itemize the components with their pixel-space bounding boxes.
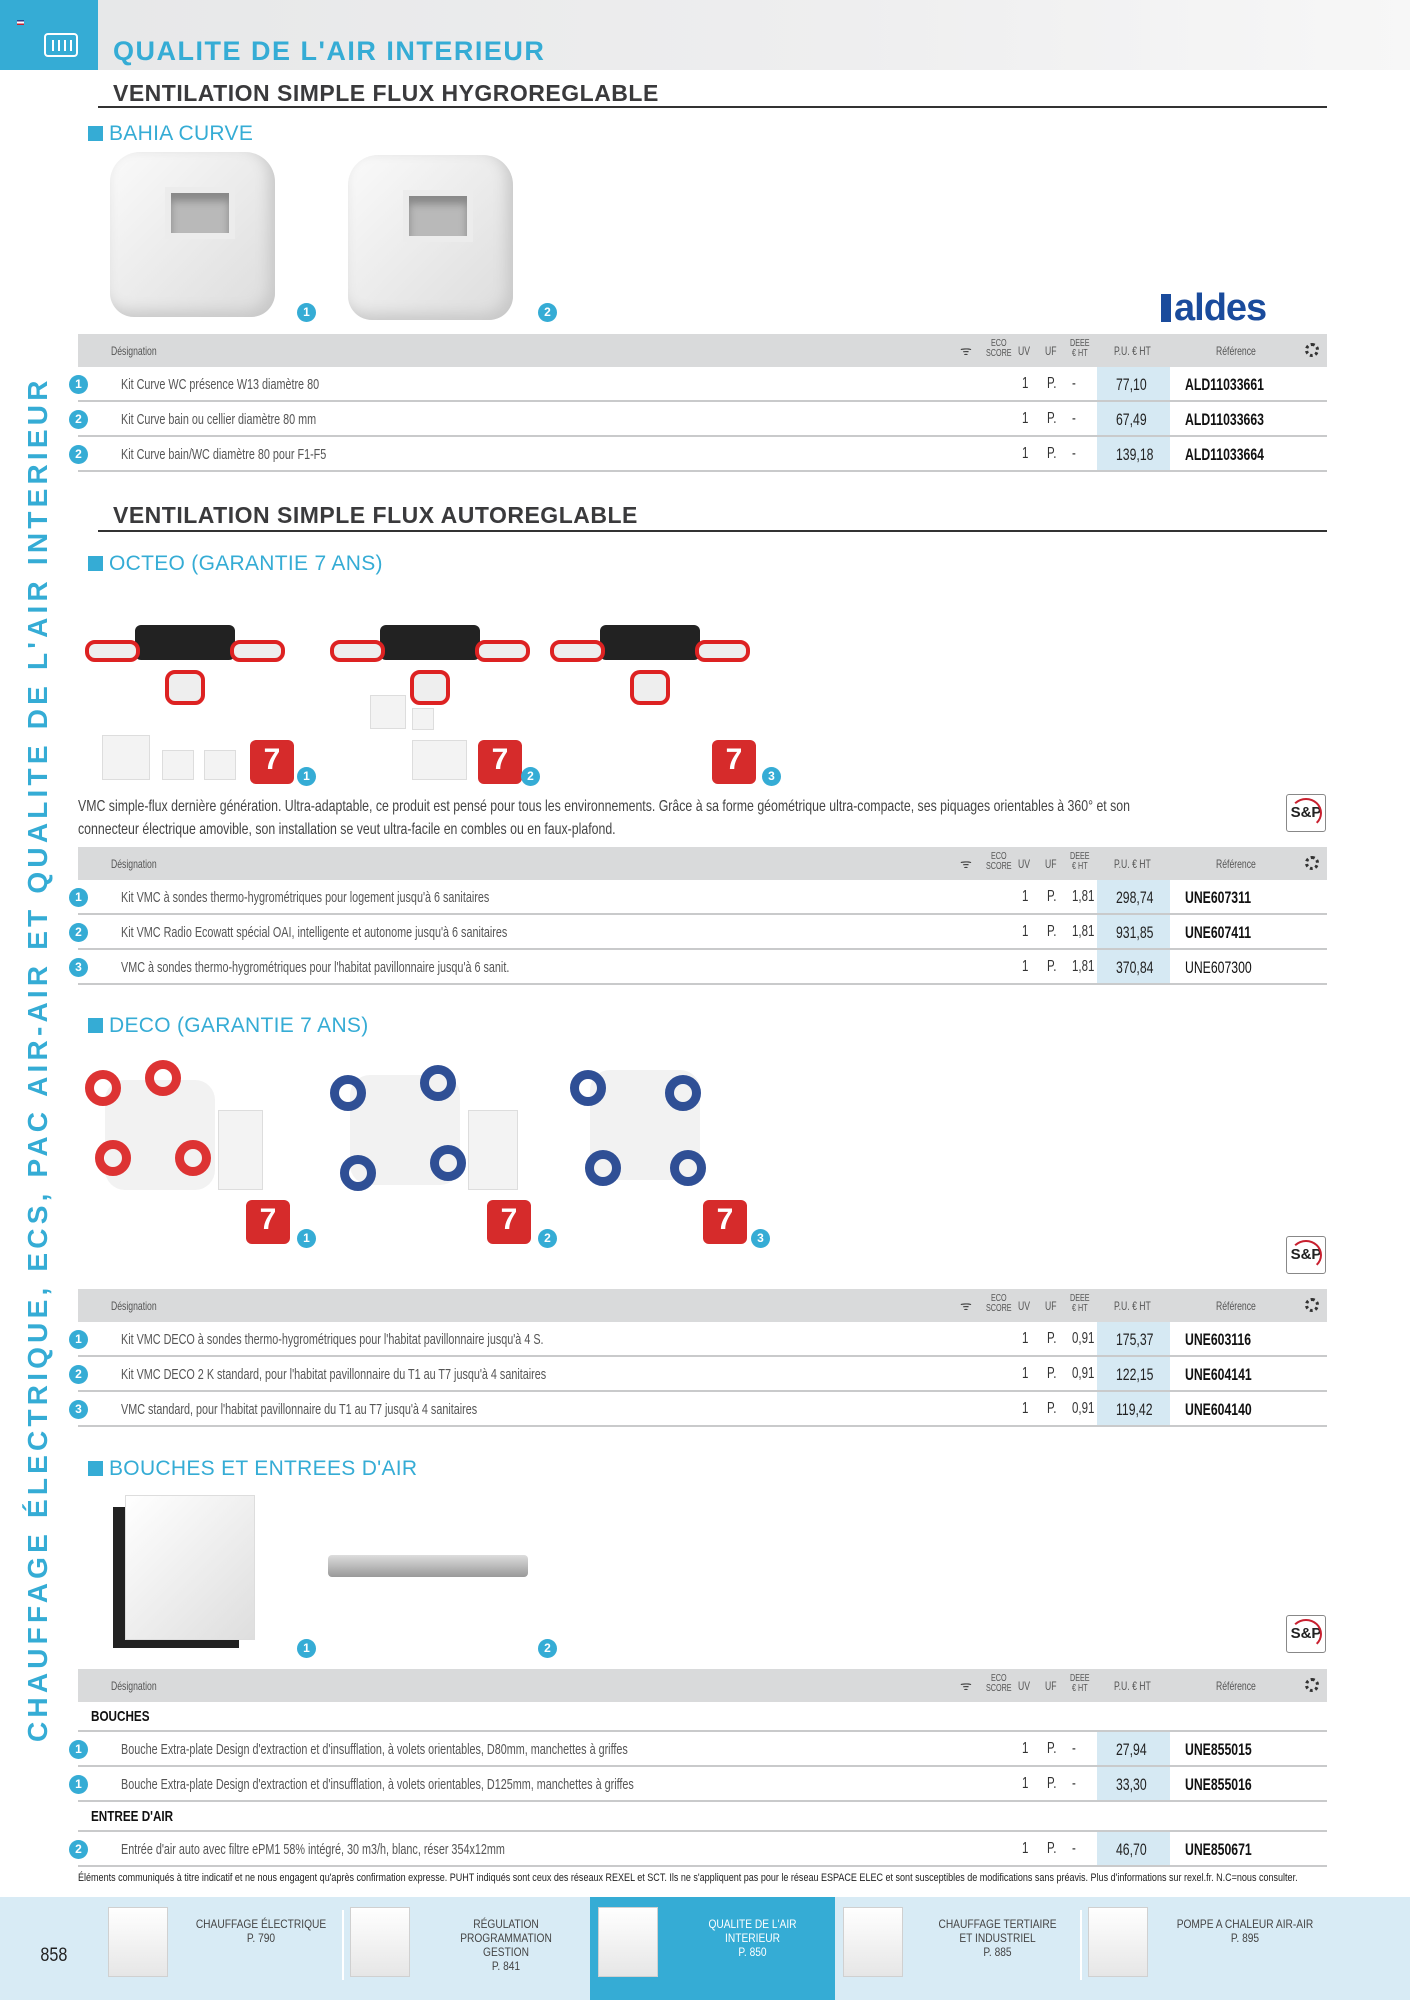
col-deee-line: € HT: [1072, 1303, 1088, 1314]
nav-label-line: GESTION: [483, 1945, 529, 1959]
nav-item[interactable]: [1080, 1897, 1330, 2000]
flag-icon: [17, 20, 24, 25]
reference[interactable]: UNE603116: [1185, 1330, 1252, 1349]
nav-item[interactable]: [835, 1897, 1080, 2000]
unit-price: 139,18: [1116, 445, 1154, 464]
uv: 1: [1022, 1330, 1029, 1347]
divider: [98, 530, 1327, 532]
uv: 1: [1022, 1740, 1029, 1757]
product-table: [75, 334, 1327, 472]
uv: 1: [1022, 1400, 1029, 1417]
nav-label-line: P. 895: [1230, 1931, 1260, 1945]
page-number: 858: [40, 1945, 68, 1966]
col-eco-line: SCORE: [986, 348, 1012, 359]
uf: P.: [1047, 410, 1057, 427]
reference[interactable]: UNE607300: [1185, 958, 1252, 977]
deee: 1,81: [1072, 958, 1095, 975]
designation: Kit VMC DECO 2 K standard, pour l'habitat pavillonnaire du T1 au T7 jusqu'à 4 sanitaires: [121, 1366, 547, 1383]
image-badge: 1: [297, 303, 316, 322]
row-number-badge: 2: [69, 1365, 88, 1384]
col-deee-line: DEEE: [1070, 338, 1090, 349]
sp-brand-logo: S&P: [1286, 1615, 1326, 1653]
product-table: [75, 1289, 1327, 1427]
nav-item-thumbnail: [843, 1907, 903, 1977]
uv: 1: [1022, 888, 1029, 905]
guarantee-7-years-icon: 7: [478, 740, 522, 784]
product-title: BOUCHES ET ENTREES D'AIR: [88, 1457, 417, 1481]
accessory-image: [468, 1110, 518, 1190]
nav-label-line: P. 850: [738, 1945, 767, 1959]
designation: Kit Curve WC présence W13 diamètre 80: [121, 376, 320, 393]
deee: 0,91: [1072, 1365, 1095, 1382]
reference[interactable]: UNE604141: [1185, 1365, 1252, 1384]
col-eco-line: SCORE: [986, 861, 1012, 872]
recycle-icon: [1305, 856, 1319, 870]
deee: 1,81: [1072, 888, 1095, 905]
table-row[interactable]: [75, 880, 1327, 915]
col-eco-line: ECO: [990, 1293, 1007, 1304]
row-number-badge: 1: [69, 1775, 88, 1794]
nav-item[interactable]: [590, 1897, 835, 2000]
unit-price: 931,85: [1116, 923, 1154, 942]
table-row[interactable]: [75, 1357, 1327, 1392]
nav-label-line: CHAUFFAGE TERTIAIRE: [938, 1917, 1057, 1931]
nav-label-line: QUALITE DE L'AIR INTERIEUR: [708, 1917, 797, 1945]
category-tab: [0, 0, 98, 70]
image-badge: 1: [297, 767, 316, 786]
col-reference: Référence: [1216, 344, 1256, 358]
wifi-icon: ᯤ: [960, 856, 972, 871]
guarantee-7-years-icon: 7: [246, 1200, 290, 1244]
unit-price: 67,49: [1116, 410, 1147, 429]
image-badge: 2: [538, 1229, 557, 1248]
unit-price: 370,84: [1116, 958, 1154, 977]
table-header: [78, 334, 1327, 367]
designation: Kit VMC à sondes thermo-hygrométriques pour logement jusqu'à 6 sanitaires: [121, 889, 490, 906]
col-uv: UV: [1018, 344, 1031, 358]
product-title: OCTEO (GARANTIE 7 ANS): [88, 552, 383, 576]
unit-price: 298,74: [1116, 888, 1154, 907]
col-uf: UF: [1045, 344, 1057, 358]
table-row[interactable]: [75, 915, 1327, 950]
col-pu: P.U. € HT: [1114, 1679, 1151, 1693]
table-row[interactable]: [75, 950, 1327, 985]
sp-brand-logo: S&P: [1286, 1236, 1326, 1274]
table-row[interactable]: [75, 1767, 1327, 1802]
unit-price: 119,42: [1116, 1400, 1153, 1419]
nav-item-thumbnail: [1088, 1907, 1148, 1977]
uf: P.: [1047, 1775, 1057, 1792]
col-reference: Référence: [1216, 857, 1256, 871]
col-eco-line: ECO: [990, 338, 1007, 349]
product-title: BAHIA CURVE: [88, 122, 253, 146]
row-number-badge: 1: [69, 1740, 88, 1759]
guarantee-7-years-icon: 7: [703, 1200, 747, 1244]
col-eco-score: [986, 1294, 1012, 1314]
accessory-image: [102, 735, 150, 780]
designation: VMC à sondes thermo-hygrométriques pour l'habitat pavillonnaire jusqu'à 6 sanit.: [121, 959, 510, 976]
accessory-image: [412, 740, 467, 780]
nav-item-label: [927, 1917, 1067, 1959]
product-image: [85, 600, 285, 710]
table-header: [78, 1289, 1327, 1322]
uf: P.: [1047, 445, 1057, 462]
product-image: [570, 1050, 740, 1200]
col-deee-line: € HT: [1072, 348, 1088, 359]
divider: [98, 106, 1327, 108]
reference[interactable]: ALD11033663: [1185, 410, 1264, 429]
col-designation: Désignation: [111, 1679, 157, 1693]
col-deee: [1070, 852, 1090, 872]
deee: -: [1072, 1740, 1076, 1757]
nav-label-line: P. 841: [491, 1959, 521, 1973]
wifi-icon: ᯤ: [960, 1298, 972, 1313]
group-header: [78, 1802, 1327, 1832]
reference[interactable]: UNE855016: [1185, 1775, 1252, 1794]
image-badge: 1: [297, 1639, 316, 1658]
table-row[interactable]: [75, 1832, 1327, 1867]
table-row[interactable]: [75, 1322, 1327, 1357]
col-eco-line: ECO: [990, 851, 1007, 862]
row-number-badge: 3: [69, 958, 88, 977]
unit-price: 46,70: [1116, 1840, 1147, 1859]
unit-price: 27,94: [1116, 1740, 1147, 1759]
uv: 1: [1022, 1365, 1029, 1382]
nav-item-thumbnail: [108, 1907, 168, 1977]
col-eco-score: [986, 852, 1012, 872]
nav-divider: [342, 1910, 344, 1980]
col-deee-line: DEEE: [1070, 851, 1090, 862]
recycle-icon: [1305, 1678, 1319, 1692]
col-pu: P.U. € HT: [1114, 344, 1151, 358]
recycle-icon: [1305, 343, 1319, 357]
reference[interactable]: UNE607411: [1185, 923, 1252, 942]
guarantee-7-years-icon: 7: [712, 740, 756, 784]
col-deee-line: € HT: [1072, 861, 1088, 872]
col-reference: Référence: [1216, 1299, 1256, 1313]
group-label: ENTREE D'AIR: [91, 1808, 174, 1825]
deee: 1,81: [1072, 923, 1095, 940]
col-uf: UF: [1045, 1679, 1057, 1693]
table-row[interactable]: [75, 402, 1327, 437]
recycle-icon: [1305, 1298, 1319, 1312]
product-title: DECO (GARANTIE 7 ANS): [88, 1014, 369, 1038]
brand-logo: aldes: [1161, 287, 1266, 330]
col-uf: UF: [1045, 1299, 1057, 1313]
accessory-image: [204, 750, 236, 780]
uf: P.: [1047, 1740, 1057, 1757]
product-image: [330, 600, 530, 710]
deee: 0,91: [1072, 1400, 1095, 1417]
uv: 1: [1022, 445, 1029, 462]
reference[interactable]: UNE850671: [1185, 1840, 1252, 1859]
deee: -: [1072, 375, 1076, 392]
nav-label-line: P. 885: [983, 1945, 1012, 1959]
product-image: [550, 600, 750, 710]
designation: Kit Curve bain/WC diamètre 80 pour F1-F5: [121, 446, 327, 463]
nav-label-line: P. 790: [246, 1931, 276, 1945]
row-number-badge: 2: [69, 410, 88, 429]
uv: 1: [1022, 410, 1029, 427]
nav-label-line: CHAUFFAGE ÉLECTRIQUE: [195, 1917, 327, 1931]
image-badge: 2: [538, 303, 557, 322]
wifi-icon: ᯤ: [960, 1678, 972, 1693]
nav-label-line: POMPE A CHALEUR AIR-AIR: [1176, 1917, 1314, 1931]
reference[interactable]: UNE855015: [1185, 1740, 1252, 1759]
uv: 1: [1022, 923, 1029, 940]
sp-brand-logo: S&P: [1286, 794, 1326, 832]
designation: Kit Curve bain ou cellier diamètre 80 mm: [121, 411, 317, 428]
nav-item-label: [682, 1917, 822, 1959]
deee: -: [1072, 1840, 1076, 1857]
reference[interactable]: ALD11033661: [1185, 375, 1264, 394]
image-badge: 2: [521, 767, 540, 786]
row-number-badge: 1: [69, 1330, 88, 1349]
nav-item-label: [435, 1917, 578, 1973]
designation: Kit VMC DECO à sondes thermo-hygrométriques pour l'habitat pavillonnaire jusqu'à 4 S.: [121, 1331, 544, 1348]
side-chapter-title: CHAUFFAGE ÉLECTRIQUE, ECS, PAC AIR-AIR ET QUALITE DE L'AIR INTERIEUR: [22, 376, 53, 1742]
section-title: VENTILATION SIMPLE FLUX AUTOREGLABLE: [113, 502, 638, 528]
designation: Kit VMC Radio Ecowatt spécial OAI, intelligente et autonome jusqu'à 6 sanitaires: [121, 924, 508, 941]
product-description: VMC simple-flux dernière génération. Ultra-adaptable, ce produit est pensé pour tous les environnements. Grâce à sa forme géométrique ultra-compacte, ses piquages orientables à 360° et son connecteur électrique amovible, son installation se veut ultra-facile en combles ou en faux-plafond.: [78, 798, 1131, 838]
nav-item-label: [1173, 1917, 1318, 1945]
row-number-badge: 2: [69, 1840, 88, 1859]
image-badge: 2: [538, 1639, 557, 1658]
product-table: [75, 847, 1327, 985]
guarantee-7-years-icon: 7: [487, 1200, 531, 1244]
uf: P.: [1047, 958, 1057, 975]
unit-price: 77,10: [1116, 375, 1147, 394]
col-deee-line: DEEE: [1070, 1293, 1090, 1304]
nav-item-label: [192, 1917, 330, 1945]
section-title: VENTILATION SIMPLE FLUX HYGROREGLABLE: [113, 80, 659, 106]
col-deee-line: € HT: [1072, 1683, 1088, 1694]
nav-item-thumbnail: [598, 1907, 658, 1977]
unit-price: 175,37: [1116, 1330, 1154, 1349]
product-image: [125, 1495, 255, 1640]
product-table: [75, 1669, 1327, 1867]
page-title: QUALITE DE L'AIR INTERIEUR: [113, 36, 546, 66]
nav-divider: [1080, 1910, 1082, 1980]
nav-label-line: RÉGULATION PROGRAMMATION: [460, 1917, 552, 1945]
nav-item[interactable]: [100, 1897, 342, 2000]
product-image: [348, 155, 513, 320]
radiator-icon: [44, 33, 78, 57]
product-image: [110, 152, 275, 317]
reference[interactable]: UNE604140: [1185, 1400, 1252, 1419]
row-number-badge: 2: [69, 923, 88, 942]
col-eco-line: SCORE: [986, 1683, 1012, 1694]
table-row[interactable]: [75, 367, 1327, 402]
deee: -: [1072, 410, 1076, 427]
col-pu: P.U. € HT: [1114, 1299, 1151, 1313]
col-deee-line: DEEE: [1070, 1673, 1090, 1684]
product-image: [328, 1555, 528, 1577]
guarantee-7-years-icon: 7: [250, 740, 294, 784]
col-pu: P.U. € HT: [1114, 857, 1151, 871]
uf: P.: [1047, 888, 1057, 905]
reference[interactable]: UNE607311: [1185, 888, 1252, 907]
group-label: BOUCHES: [91, 1708, 150, 1725]
col-uv: UV: [1018, 1299, 1031, 1313]
accessory-image: [162, 750, 194, 780]
table-row[interactable]: [75, 437, 1327, 472]
col-deee: [1070, 1294, 1090, 1314]
unit-price: 33,30: [1116, 1775, 1147, 1794]
uf: P.: [1047, 375, 1057, 392]
image-badge: 1: [297, 1229, 316, 1248]
accessory-image: [412, 708, 434, 730]
table-row[interactable]: [75, 1732, 1327, 1767]
deee: -: [1072, 445, 1076, 462]
col-designation: Désignation: [111, 1299, 157, 1313]
nav-item[interactable]: [342, 1897, 590, 2000]
designation: Bouche Extra-plate Design d'extraction et d'insufflation, à volets orientables, D125mm, manchettes à griffes: [121, 1776, 634, 1793]
table-row[interactable]: [75, 1392, 1327, 1427]
row-number-badge: 3: [69, 1400, 88, 1419]
col-uf: UF: [1045, 857, 1057, 871]
table-header: [78, 1669, 1327, 1702]
designation: VMC standard, pour l'habitat pavillonnaire du T1 au T7 jusqu'à 4 sanitaires: [121, 1401, 478, 1418]
col-eco-line: ECO: [990, 1673, 1007, 1684]
accessory-image: [370, 695, 406, 729]
uf: P.: [1047, 1330, 1057, 1347]
designation: Bouche Extra-plate Design d'extraction et d'insufflation, à volets orientables, D80mm, manchettes à griffes: [121, 1741, 628, 1758]
designation: Entrée d'air auto avec filtre ePM1 58% intégré, 30 m3/h, blanc, réser 354x12mm: [121, 1841, 505, 1858]
col-eco-score: [986, 339, 1012, 359]
uv: 1: [1022, 1775, 1029, 1792]
row-number-badge: 2: [69, 445, 88, 464]
col-uv: UV: [1018, 1679, 1031, 1693]
row-number-badge: 1: [69, 888, 88, 907]
uf: P.: [1047, 923, 1057, 940]
uf: P.: [1047, 1365, 1057, 1382]
group-header: [78, 1702, 1327, 1732]
uf: P.: [1047, 1400, 1057, 1417]
wifi-icon: ᯤ: [960, 343, 972, 358]
image-badge: 3: [751, 1229, 770, 1248]
col-eco-line: SCORE: [986, 1303, 1012, 1314]
deee: -: [1072, 1775, 1076, 1792]
table-header: [78, 847, 1327, 880]
col-uv: UV: [1018, 857, 1031, 871]
col-eco-score: [986, 1674, 1012, 1694]
nav-item-thumbnail: [350, 1907, 410, 1977]
uf: P.: [1047, 1840, 1057, 1857]
row-number-badge: 1: [69, 375, 88, 394]
uv: 1: [1022, 958, 1029, 975]
accessory-image: [218, 1110, 263, 1190]
nav-label-line: ET INDUSTRIEL: [959, 1931, 1036, 1945]
image-badge: 3: [762, 767, 781, 786]
col-deee: [1070, 339, 1090, 359]
unit-price: 122,15: [1116, 1365, 1154, 1384]
deee: 0,91: [1072, 1330, 1095, 1347]
footnote: Éléments communiqués à titre indicatif et ne nous engagent qu'après confirmation expresse. PUHT indiqués sont ceux des réseaux REXEL et SCT. Ils ne s'appliquent pas pour le réseau ESPACE ELEC et sont susceptibles de modifications sans préavis. Plus d'informations sur rexel.fr. N.C=nous consulter.: [78, 1872, 1298, 1884]
col-deee: [1070, 1674, 1090, 1694]
uv: 1: [1022, 375, 1029, 392]
uv: 1: [1022, 1840, 1029, 1857]
col-designation: Désignation: [111, 344, 157, 358]
reference[interactable]: ALD11033664: [1185, 445, 1264, 464]
col-reference: Référence: [1216, 1679, 1256, 1693]
col-designation: Désignation: [111, 857, 157, 871]
